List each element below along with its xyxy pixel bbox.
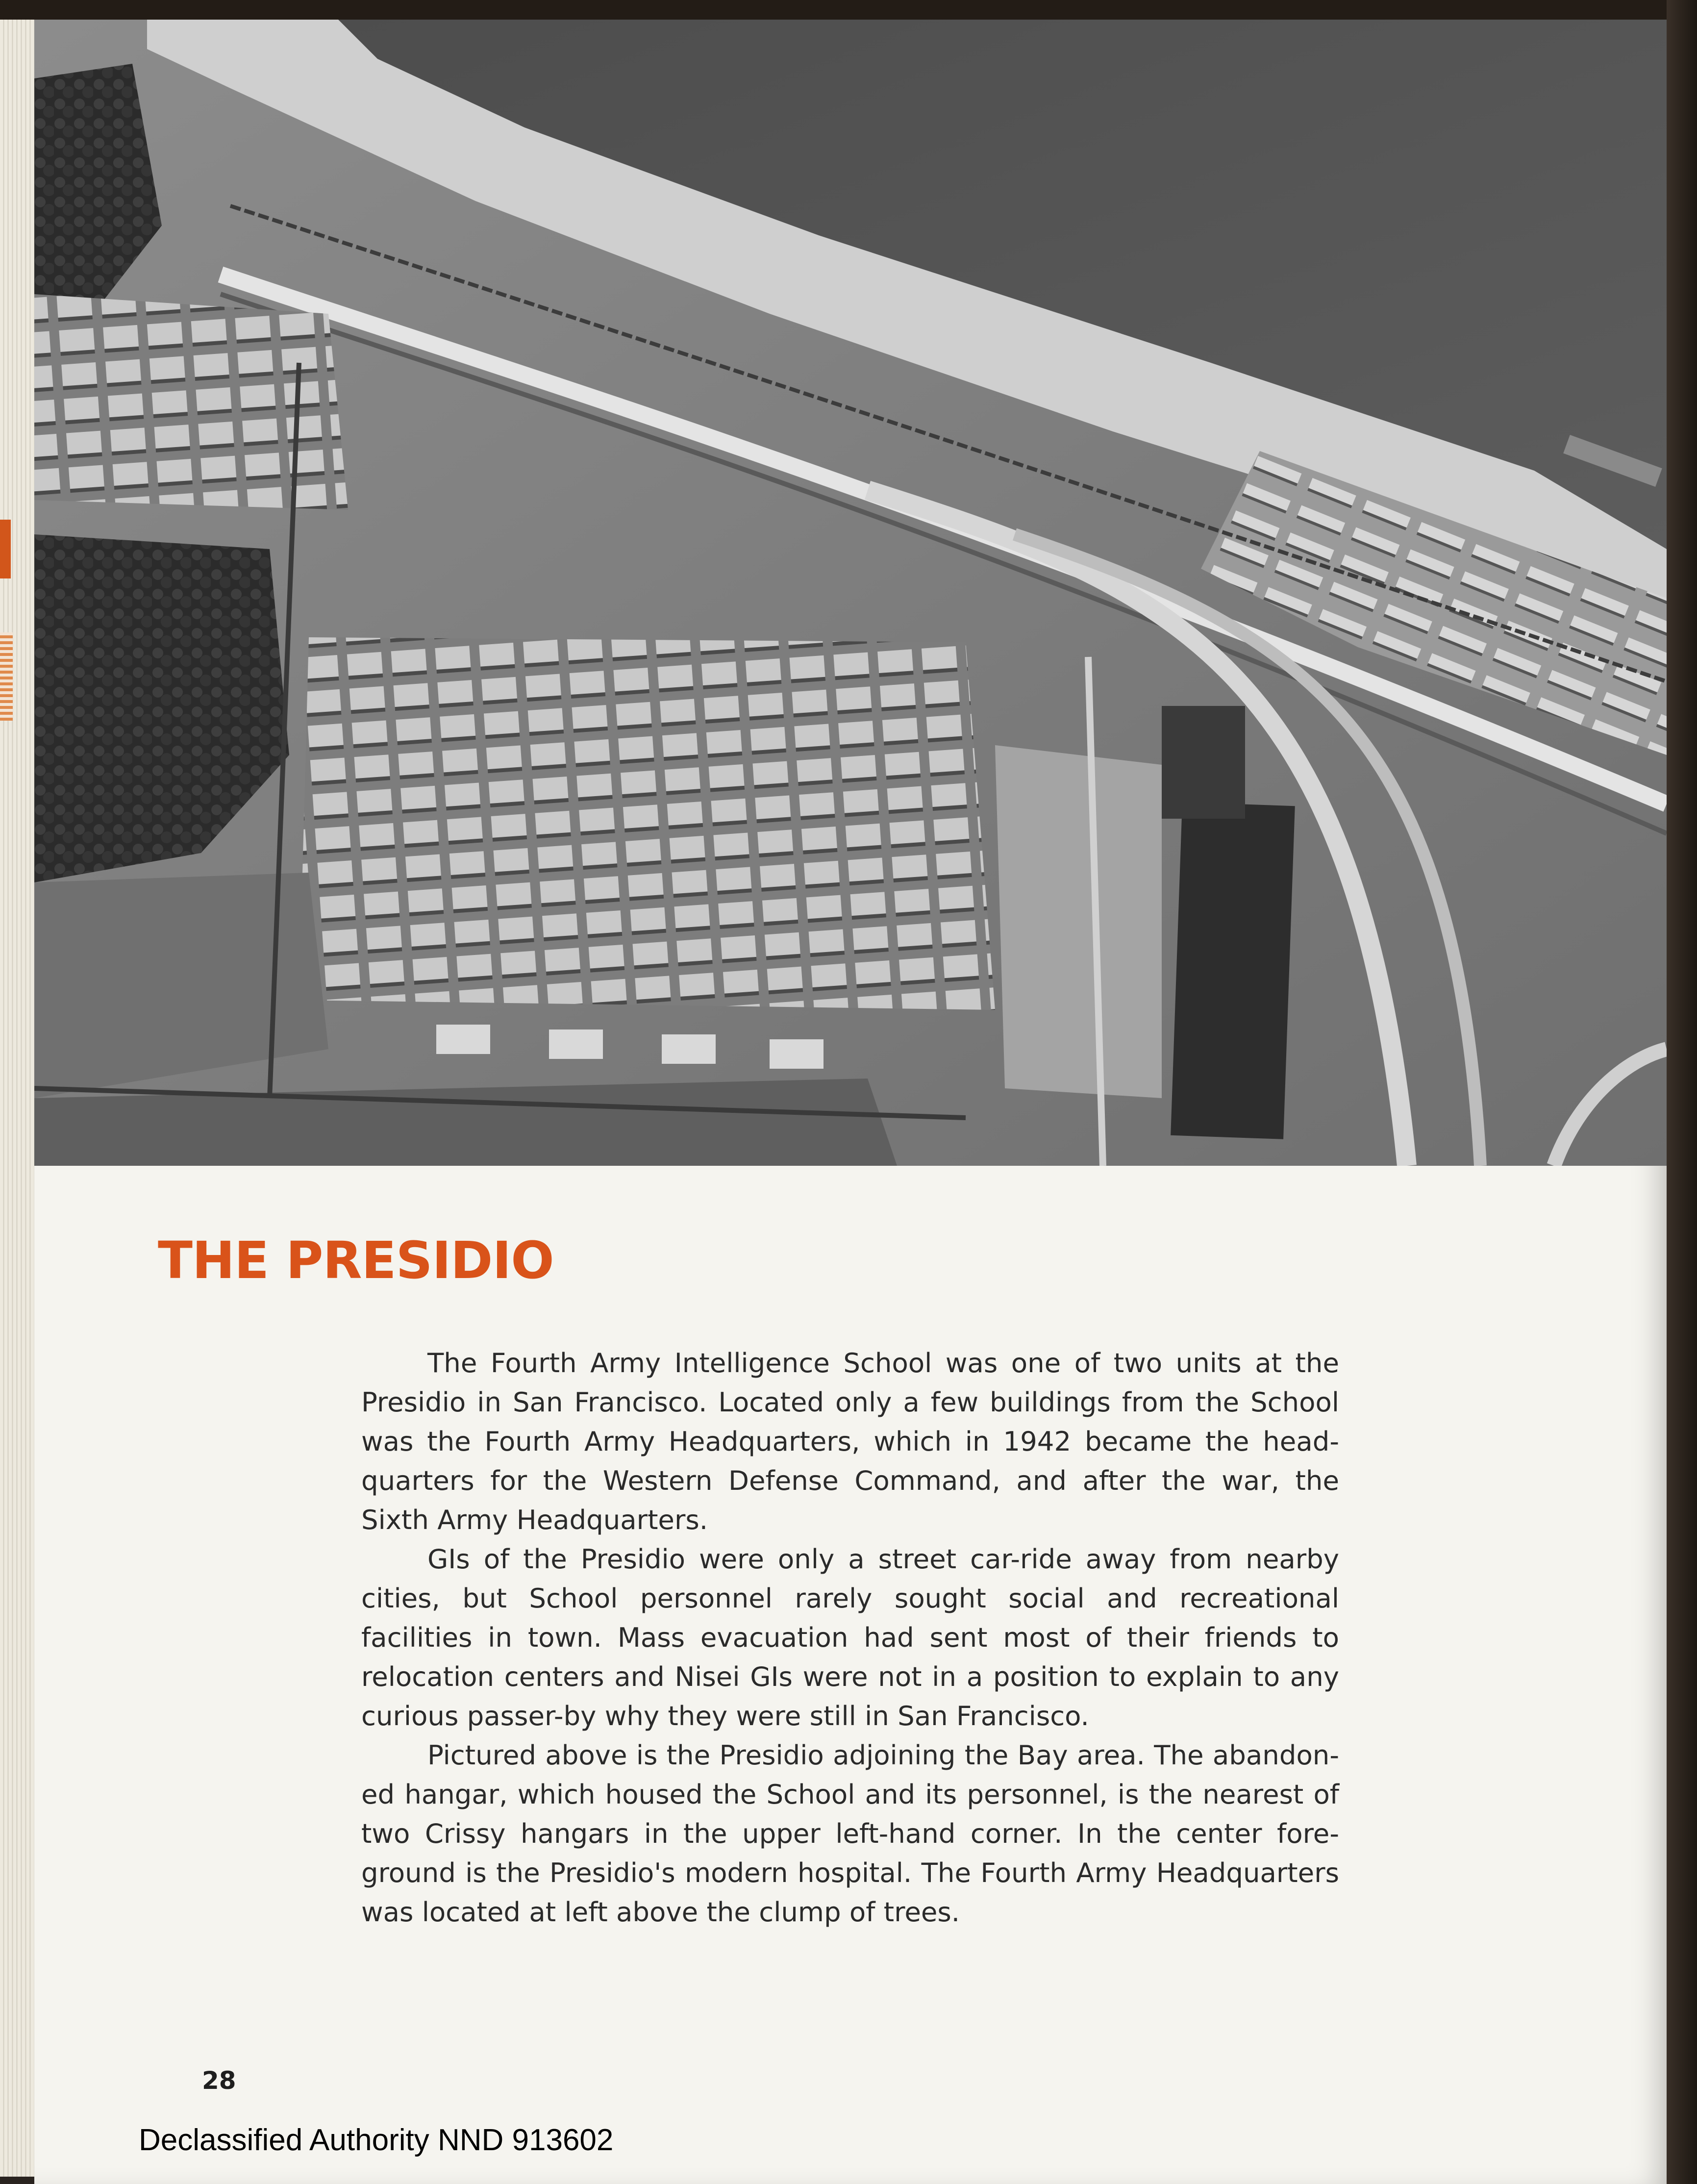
- edge-tab-mark: [0, 520, 11, 578]
- paragraph-2: GIs of the Presidio were only a street car-ride away from nearby cities, but School personnel rarely sought social and recreational facilities in town. Mass evacuation had sent most of their friends to relocation centers and Nisei GIs were not in a position to explain to any curious passer-by why they were still in San Francisco.: [361, 1543, 1339, 1732]
- paragraph-1: The Fourth Army Intelligence School was one of two units at the Presidio in San Francisco. Located only a few buildings from the School was the Fourth Army Headquarters, which in 1942 became the headquarters for the Western Defense Command, and after the war, the Sixth Army Headquarters.: [361, 1347, 1339, 1535]
- body-text: [361, 1343, 1339, 1932]
- declassification-stamp: Declassified Authority NND 913602: [139, 2123, 614, 2157]
- edge-tab-mark-2: [0, 632, 13, 721]
- book-binding-top: [0, 0, 1697, 20]
- book-binding-right: [1667, 0, 1697, 2184]
- aerial-photograph-presidio: [34, 20, 1667, 1166]
- page-edges: [0, 20, 34, 2177]
- page-title: THE PRESIDIO: [158, 1230, 554, 1290]
- page-number: 28: [202, 2066, 236, 2095]
- paragraph-3: Pictured above is the Presidio adjoining the Bay area. The abandoned hangar, which housed the School and its personnel, is the nearest of two Crissy hangars in the upper left-hand corner. In the center foreground is the Presidio's modern hospital. The Fourth Army Headquarters was located at left above the clump of trees.: [361, 1739, 1339, 1928]
